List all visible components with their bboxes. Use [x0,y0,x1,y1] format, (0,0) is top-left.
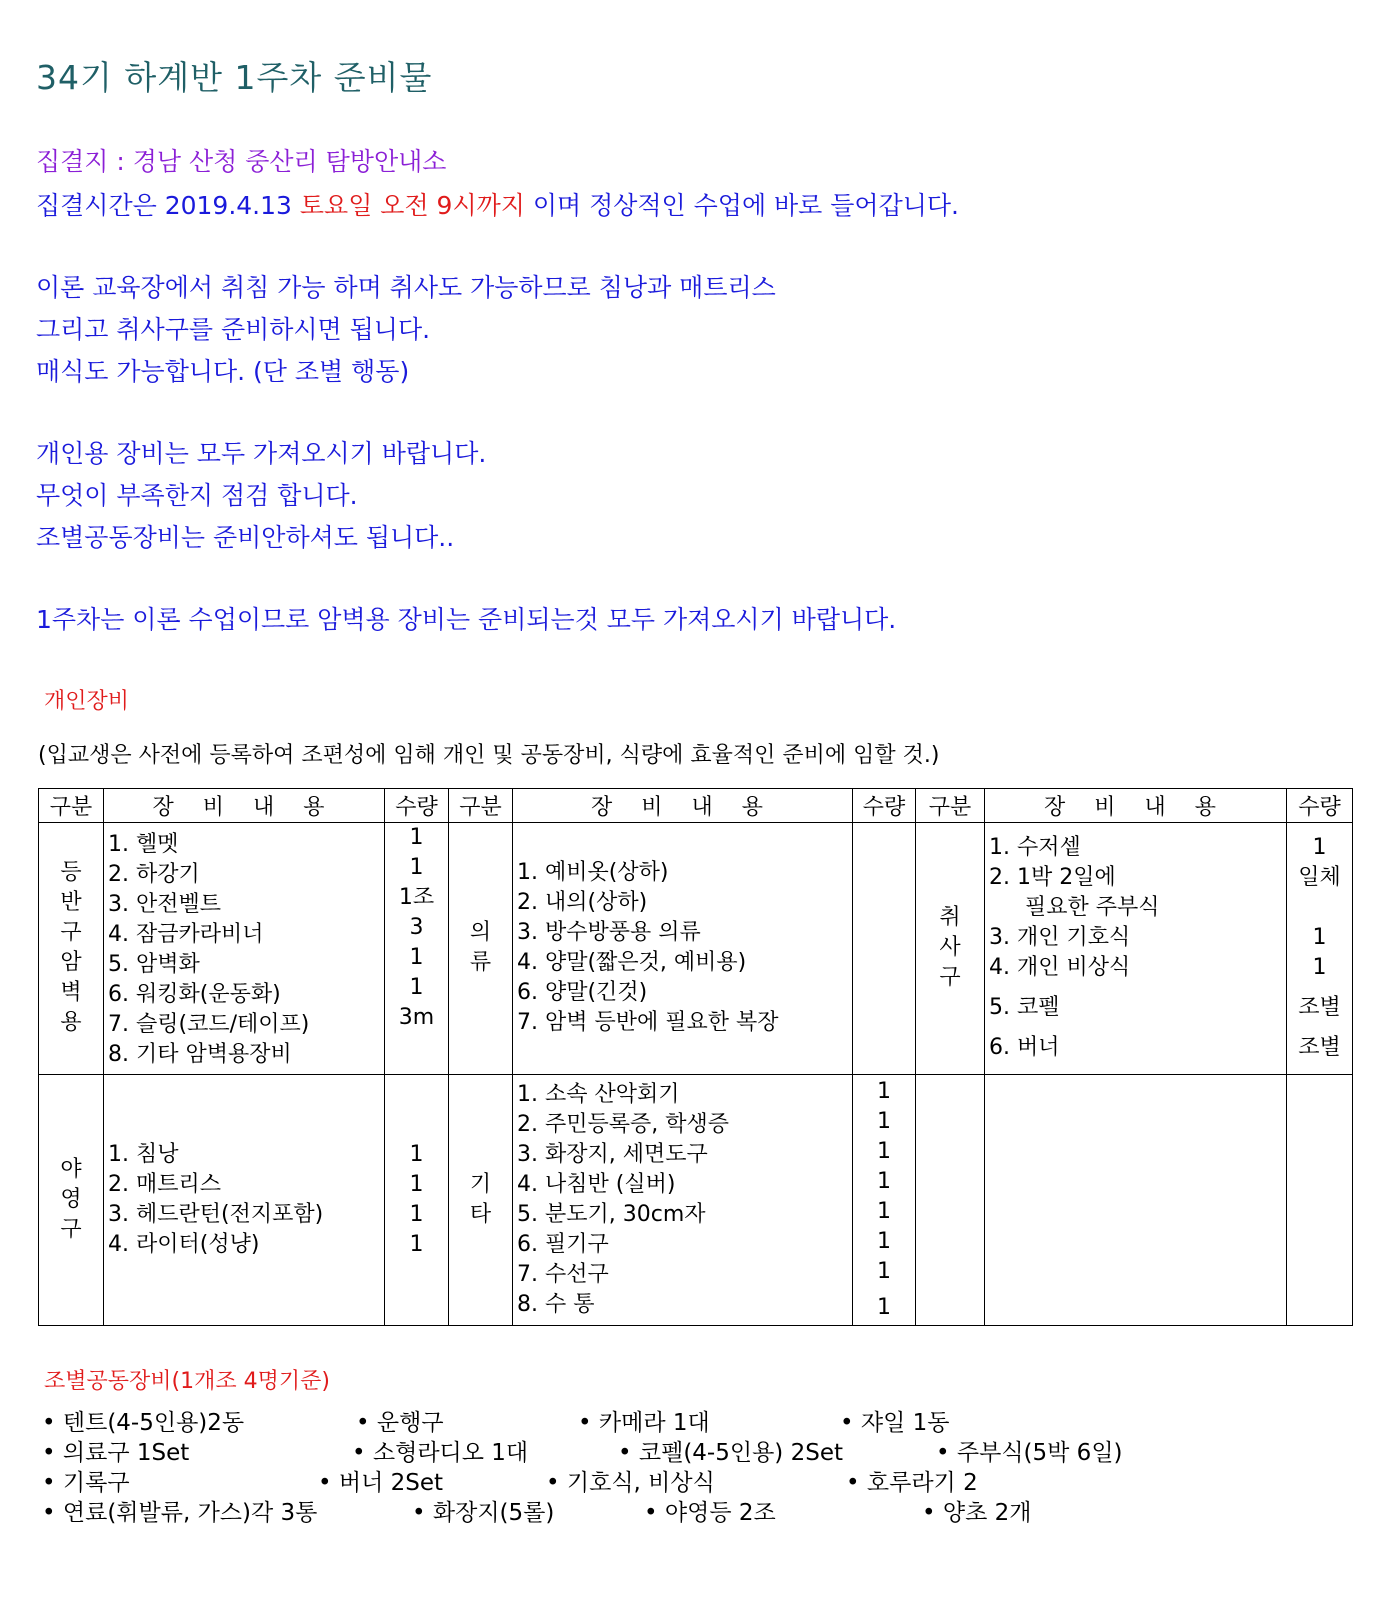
items-cooking [985,822,1287,1074]
list-item: • 의료구 1Set [42,1440,190,1466]
category-char: 구 [939,965,961,991]
category-char: 기 [469,1171,492,1197]
notice-line-6: 조별공동장비는 준비안하셔도 됩니다.. [36,523,455,552]
list-item: 5. 코펠 [989,995,1060,1021]
list-item-text: 코펠(4-5인용) 2Set [638,1440,843,1466]
list-item-text: 버너 2Set [338,1470,444,1496]
list-item: 1. 수저셑 [989,835,1081,861]
header-category: 구분 [916,789,985,823]
group-equipment-heading: 조별공동장비(1개조 4명기준) [44,1369,330,1394]
qty-value: 1 [409,1141,424,1167]
meeting-time-highlight: 토요일 오전 9시까지 [299,191,525,220]
qty-misc [853,1074,916,1325]
list-item: 2. 주민등록증, 학생증 [517,1111,729,1137]
list-item-text: 텐트(4-5인용)2동 [62,1410,245,1436]
qty-value: 1 [409,854,424,880]
list-item: 3. 방수방풍용 의류 [517,920,701,946]
list-item-text: 주부식(5박 6일) [956,1440,1123,1466]
header-qty: 수량 [1287,789,1353,823]
list-item-text: 화장지(5롤) [432,1500,555,1526]
list-item: • 버너 2Set [318,1470,444,1496]
list-item: 5. 암벽화 [108,951,200,977]
header-qty: 수량 [385,789,449,823]
list-item: 3. 헤드란턴(전지포함) [108,1201,324,1227]
list-item: 필요한 주부식 [1025,895,1160,921]
list-item: 1. 예비옷(상하) [517,860,669,886]
qty-value: 1 [409,944,424,970]
qty-climbing [385,822,449,1074]
list-item-text: 호루라기 2 [866,1470,978,1496]
list-item: • 기록구 [42,1470,130,1496]
list-item: • 소형라디오 1대 [352,1440,529,1466]
category-cooking [916,822,985,1074]
list-item: 4. 양말(짧은것, 예비용) [517,950,747,976]
page-title: 34기 하계반 1주차 준비물 [36,58,433,97]
qty-spacer [1287,893,1352,923]
qty-value: 1 [877,1108,891,1134]
list-item: 4. 나침반 (실버) [517,1171,676,1197]
category-char: 류 [469,950,492,976]
list-item: 5. 분도기, 30cm자 [517,1201,706,1227]
qty-cooking [1287,822,1353,1074]
list-item: 6. 워킹화(운동화) [108,981,281,1007]
list-item: 2. 하강기 [108,861,200,887]
list-item: 1. 소속 산악회기 [517,1081,680,1107]
list-item-text: 카메라 1대 [598,1410,710,1436]
qty-value: 1 [409,1201,424,1227]
notice-line-1: 이론 교육장에서 취침 가능 하며 취사도 가능하므로 침낭과 매트리스 [36,273,776,302]
qty-value: 1 [1312,925,1327,951]
list-item-text: 소형라디오 1대 [372,1440,529,1466]
list-item: • 화장지(5롤) [412,1500,555,1526]
category-misc [449,1074,513,1325]
list-item: 8. 기타 암벽용장비 [108,1041,292,1067]
list-item: 8. 수 통 [517,1291,595,1317]
items-climbing [104,822,385,1074]
category-char: 등 [60,860,82,886]
category-char: 반 [60,890,82,916]
qty-value: 3m [398,1004,435,1030]
list-item: 7. 암벽 등반에 필요한 복장 [517,1010,779,1036]
header-content: 장 비 내 용 [104,789,385,823]
list-item-text: 쟈일 1동 [860,1410,950,1436]
list-item: • 코펠(4-5인용) 2Set [618,1440,843,1466]
list-item: 4. 라이터(성냥) [108,1231,260,1257]
list-item: 6. 필기구 [517,1231,609,1257]
category-char: 구 [60,920,82,946]
items-clothing [513,822,853,1074]
items-camping [104,1074,385,1325]
list-item: • 기호식, 비상식 [546,1470,715,1496]
empty-cell [1287,1074,1353,1325]
list-item-text: 의료구 1Set [62,1440,190,1466]
header-category: 구분 [39,789,104,823]
list-item-text: 연료(휘발류, 가스)각 3통 [62,1500,318,1526]
qty-value: 1 [877,1198,891,1224]
list-item-text: 기호식, 비상식 [566,1470,715,1496]
table-row [39,822,1353,1074]
qty-value: 1 [877,1258,891,1284]
list-item: 3. 안전벨트 [108,891,221,917]
notice-line-3: 매식도 가능합니다. (단 조별 행동) [36,357,410,386]
category-char: 구 [60,1216,82,1242]
notice-line-7: 1주차는 이론 수업이므로 암벽용 장비는 준비되는것 모두 가져오시기 바랍니다. [36,605,897,634]
list-item: 2. 1박 2일에 [989,865,1116,891]
list-item: 4. 개인 비상식 [989,955,1131,981]
items-misc [513,1074,853,1325]
personal-equipment-note: (입교생은 사전에 등록하여 조편성에 임해 개인 및 공동장비, 식량에 효율적인 준비에 임할 것.) [38,743,940,768]
qty-value: 조별 [1298,995,1341,1021]
header-category: 구분 [449,789,513,823]
meeting-time-prefix: 집결시간은 2019.4.13 [36,191,292,220]
qty-value: 조별 [1298,1035,1341,1061]
header-qty: 수량 [853,789,916,823]
header-content: 장 비 내 용 [985,789,1287,823]
qty-clothing [853,822,916,1074]
list-item: • 운행구 [356,1410,444,1436]
list-item: • 호루라기 2 [846,1470,978,1496]
meeting-time-suffix: 이며 정상적인 수업에 바로 들어갑니다. [532,191,959,220]
list-item: • 카메라 1대 [578,1410,710,1436]
list-item: • 연료(휘발류, 가스)각 3통 [42,1500,318,1526]
category-climbing [39,822,104,1074]
personal-equipment-heading: 개인장비 [44,689,130,714]
category-char: 사 [939,935,961,961]
qty-value: 1 [877,1168,891,1194]
qty-value: 1 [409,974,424,1000]
list-item: 6. 버너 [989,1035,1060,1061]
empty-cell [916,1074,985,1325]
list-item: 7. 수선구 [517,1261,609,1287]
list-item: 1. 침낭 [108,1141,179,1167]
meeting-location: 집결지 : 경남 산청 중산리 탐방안내소 [36,147,447,176]
list-item: 4. 잠금카라비너 [108,921,264,947]
qty-value: 1 [877,1228,891,1254]
category-camping [39,1074,104,1325]
list-item-text: 양초 2개 [942,1500,1032,1526]
list-item: 2. 매트리스 [108,1171,221,1197]
list-item: 3. 화장지, 세면도구 [517,1141,708,1167]
list-item-text: 운행구 [376,1410,444,1436]
qty-value: 1 [1312,955,1327,981]
header-content: 장 비 내 용 [513,789,853,823]
category-char: 영 [60,1186,82,1212]
notice-line-5: 무엇이 부족한지 점검 합니다. [36,481,358,510]
list-item: • 쟈일 1동 [840,1410,950,1436]
list-item: 7. 슬링(코드/테이프) [108,1011,310,1037]
list-item: • 텐트(4-5인용)2동 [42,1410,245,1436]
qty-value: 1 [409,1171,424,1197]
list-item-text: 기록구 [62,1470,130,1496]
list-item: • 야영등 2조 [644,1500,776,1526]
category-char: 타 [469,1201,492,1227]
qty-value: 1 [409,824,424,850]
category-char: 벽 [60,980,82,1006]
notice-line-4: 개인용 장비는 모두 가져오시기 바랍니다. [36,439,487,468]
qty-value: 1 [877,1294,891,1320]
list-item: • 양초 2개 [922,1500,1032,1526]
category-char: 용 [60,1010,82,1036]
list-item: 2. 내의(상하) [517,890,648,916]
category-char: 의 [469,920,492,946]
list-item-text: 야영등 2조 [664,1500,776,1526]
category-clothing [449,822,513,1074]
list-item: 3. 개인 기호식 [989,925,1131,951]
qty-value: 1조 [398,884,435,910]
qty-value: 일체 [1298,865,1341,891]
notice-line-2: 그리고 취사구를 준비하시면 됩니다. [36,315,431,344]
meeting-time [36,186,959,222]
qty-value: 1 [877,1138,891,1164]
category-char: 취 [939,905,961,931]
table-header-row [39,789,1353,823]
qty-value: 1 [1312,835,1327,861]
qty-camping [385,1074,449,1325]
empty-cell [985,1074,1287,1325]
table-row [39,1074,1353,1325]
list-item: 6. 양말(긴것) [517,980,648,1006]
personal-equipment-table [38,788,1353,1326]
qty-value: 3 [409,914,424,940]
category-char: 암 [60,950,82,976]
list-item: 1. 헬멧 [108,831,179,857]
qty-value: 1 [409,1231,424,1257]
list-item: • 주부식(5박 6일) [936,1440,1123,1466]
category-char: 야 [60,1156,82,1182]
qty-value: 1 [877,1078,891,1104]
